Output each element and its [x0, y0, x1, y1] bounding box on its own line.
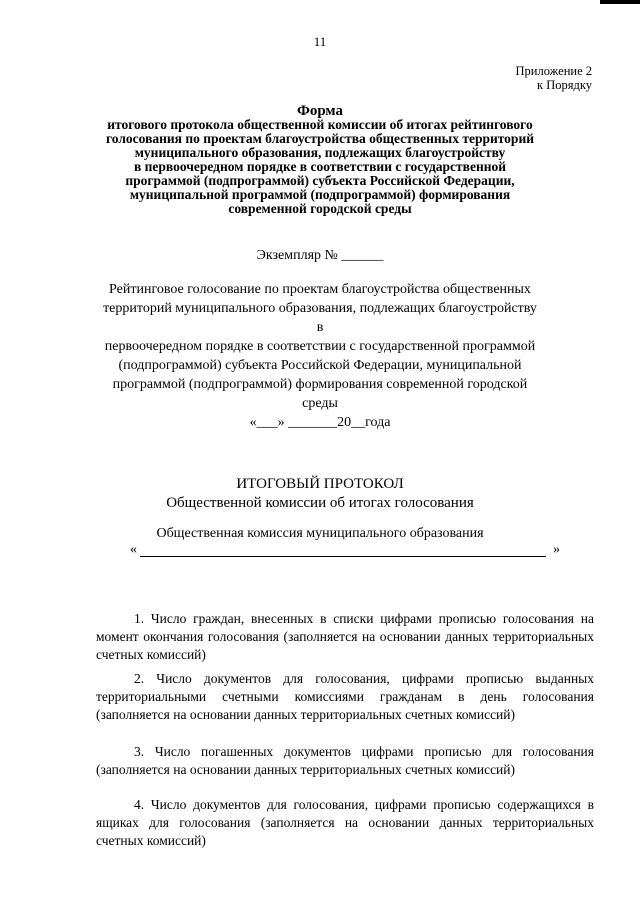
- quote-open: «: [130, 542, 137, 557]
- voting-description: [100, 280, 540, 432]
- voting-desc-line-2: территорий муниципального образования, подлежащих благоустройству в: [103, 301, 537, 335]
- protocol-item-2: [96, 670, 594, 724]
- form-title-line-3: муниципального образования, подлежащих благоустройству: [134, 145, 506, 160]
- protocol-item-4: [96, 796, 594, 850]
- corner-scan-mark: [600, 0, 640, 4]
- form-title-line-5: программой (подпрограммой) субъекта Российской Федерации,: [125, 173, 515, 188]
- protocol-item-1-text: 1. Число граждан, внесенных в списки цифрами прописью голосования на момент окончания голосования (заполняется на основании данных территориальных счетных комиссий): [96, 611, 594, 662]
- voting-desc-line-3: первоочередном порядке в соответствии с государственной программой: [104, 339, 536, 354]
- form-title-line-6: муниципальной программой (подпрограммой) формирования: [129, 187, 511, 202]
- protocol-header: [0, 475, 640, 513]
- form-title-line-2: голосования по проектам благоустройства общественных территорий: [105, 131, 535, 146]
- form-title-line-7: современной городской среды: [228, 201, 412, 216]
- form-title-line-1: итогового протокола общественной комиссии об итогах рейтингового: [107, 117, 533, 132]
- protocol-item-2-text: 2. Число документов для голосования, цифрами прописью выданных территориальными счетными комиссиями гражданам в день голосования (заполняется на основании данных территориальных счетных комиссий): [96, 671, 594, 722]
- page-number: 11: [313, 34, 327, 49]
- blank-underline: [140, 556, 546, 557]
- form-heading: Форма: [296, 103, 344, 119]
- voting-desc-line-5: программой (подпрограммой) формирования современной городской среды: [112, 377, 528, 411]
- protocol-subtitle: Общественной комиссии об итогах голосования: [166, 495, 474, 511]
- protocol-item-3: [96, 743, 594, 779]
- protocol-item-1: [96, 610, 594, 664]
- form-title: [80, 104, 560, 216]
- form-title-line-4: в первоочередном порядке в соответствии с государственной: [133, 159, 507, 174]
- appendix-label: [516, 64, 592, 92]
- protocol-title: ИТОГОВЫЙ ПРОТОКОЛ: [236, 476, 404, 492]
- protocol-item-3-text: 3. Число погашенных документов цифрами прописью для голосования (заполняется на основании данных территориальных счетных комиссий): [96, 744, 594, 777]
- voting-date-line: «___» _______20__года: [249, 415, 391, 430]
- voting-desc-line-4: (подпрограммой) субъекта Российской Федерации, муниципальной: [118, 358, 522, 373]
- protocol-item-4-text: 4. Число документов для голосования, цифрами прописью содержащихся в ящиках для голосования (заполняется на основании данных территориальных счетных комиссий): [96, 797, 594, 848]
- voting-desc-line-1: Рейтинговое голосование по проектам благоустройства общественных: [109, 282, 531, 297]
- commission-name: Общественная комиссия муниципального образования: [156, 526, 484, 541]
- quote-close: »: [553, 542, 560, 557]
- appendix-line-2: к Порядку: [537, 78, 592, 92]
- appendix-line-1: Приложение 2: [515, 64, 592, 78]
- copy-number-field: Экземпляр № ______: [256, 248, 384, 263]
